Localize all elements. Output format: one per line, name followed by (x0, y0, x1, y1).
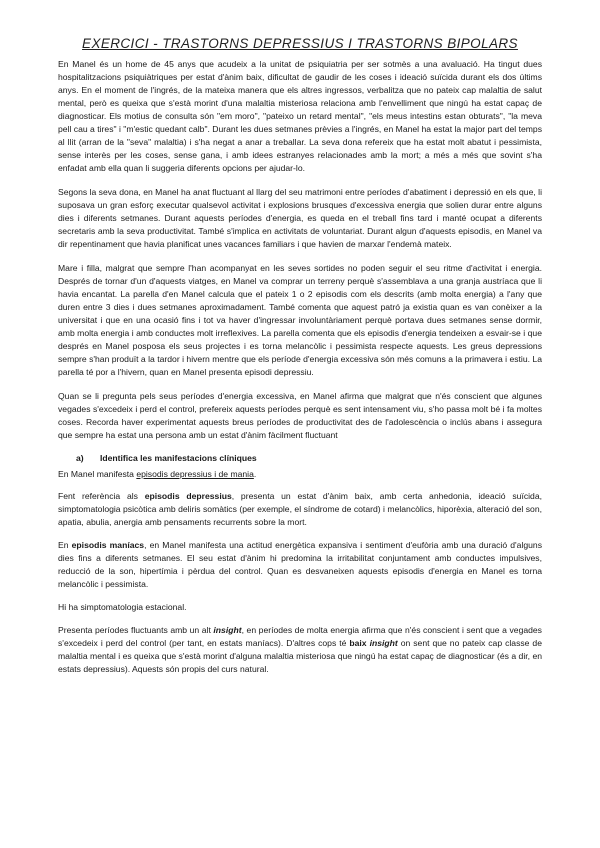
answer-insight (58, 624, 542, 676)
answer-depressive-pre: Fent referència als (58, 491, 145, 501)
section-a-heading (58, 452, 542, 465)
answer-seasonal: Hi ha simptomatologia estacional. (58, 602, 187, 612)
section-a-heading-text: Identifica les manifestacions clíniques (100, 453, 257, 463)
answer-manic-bold: episodis maníacs (71, 540, 145, 550)
answer-insight-3: on sent que no pateix cap classe de malaltia mental i es queixa que s'està morint d'alguna malaltia misteriosa que ningú ha estat capaç de diagnosticar (és a dir, en estats depressius). Aquests són propis del curs natural. (58, 638, 542, 674)
answer-manic-text: , en Manel manifesta una actitud energètica expansiva i sentiment d'eufòria amb una duració d'alguns dies fins a diferents setmanes. El seu estat d'ànim hi predomina la irritabilitat conjuntament amb conductes impulsives, reducció de la son, hipertímia i pèrdua del control. Quan es desvaneixen aquests episodis d'energia en Manel es torna melancòlic i pessimista. (58, 540, 542, 589)
document-page (58, 36, 542, 676)
answer-insight-1: Presenta períodes fluctuants amb un alt (58, 625, 214, 635)
case-paragraph-2: Segons la seva dona, en Manel ha anat fluctuant al llarg del seu matrimoni entre períodes d'abatiment i depressió en els que, li suposava un gran esforç executar qualsevol activitat i explosions brusques d'excessiva energia que solien durar entre alguns dies i diferents setmanes. Durant aquests períodes d'energia, es queda en el treball fins tard i manté ocupat a diferents secretaris amb la seva productivitat. També s'implica en activitats de voluntariat. Durant algun d'aquests episodis, en Manel va dir repentinament que havia planificat unes vacances familiars i que havien de marxar l'endemà mateix. (58, 187, 542, 249)
answer-intro (58, 468, 542, 481)
page-title: EXERCICI - TRASTORNS DEPRESSIUS I TRASTORNS BIPOLARS (82, 36, 518, 51)
answer-manic (58, 539, 542, 591)
case-paragraph-4: Quan se li pregunta pels seus períodes d'energia excessiva, en Manel afirma que malgrat que n'és conscient que algunes vegades s'excedeix i perd el control, prefereix aquests períodes perquè es sent intensament viu, s'ho passa molt bé i fa moltes coses. Recorda haver experimentat aquests breus períodes de productivitat des de l'adolescència o inclús abans i assegura que sempre ha estat una persona amb un estat d'ànim fàcilment fluctuant (58, 391, 542, 440)
answer-insight-2: , en períodes de molta energia afirma que n'és conscient i sent que a vegades s'excedeix i perd del control (per tant, en estats maníacs). D'altres cops té (58, 625, 542, 648)
case-paragraph-1: En Manel és un home de 45 anys que acudeix a la unitat de psiquiatria per ser sotmès a una avaluació. Ha tingut dues hospitalitzacions psiquiàtriques per estat d'ànim baix, dificultat de gaudir de les coses i ideació suïcida durant els dos últims anys. En el moment de l'ingrés, de la mateixa manera que els altres ingressos, verbalitza que no pateix cap malaltia de salut mental, però es queixa que s'està morint d'una malaltia misteriosa relaciona amb l'envelliment que ningú ha estat capaç de diagnosticar. Els motius de consulta són "em moro", "pateixo un retard mental", "els meus intestins estan obturats", "la meva pell cau a tires" i "m'estic quedant calb". Durant les dues setmanes prèvies a l'ingrés, en Manel ha estat la major part del temps al llit (arran de la "seva" malaltia) i s'ha negat a anar a treballar. La seva dona refereix que ha estat molt abatut i pessimista, sense interès per les coses, sense gana, i amb idees estranyes relacionades amb la mort; a més a més que sovint s'ha enfadat amb ella quan li suggeria diferents opcions per ajudar-lo. (58, 59, 542, 173)
case-paragraph-3: Mare i filla, malgrat que sempre l'han acompanyat en les seves sortides no poden seguir el seu ritme d'activitat i energia. Després de tornar d'un d'aquests viatges, en Manel va comprar un terreny perquè s'assemblava a una granja austríaca que li havia encantat. La parella d'en Manel calcula que el pateix 1 o 2 episodis com els descrits (amb molta energia) a l'any que duren entre 3 dies i dues setmanes aproximadament. També comenta que aquest patró ja existia quan es van conèixer a la universitat i que en una ocasió fins i tot va haver d'ingressar involuntàriament perquè portava dues setmanes sense dormir, amb molta energia i amb conductes molt irreflexives. La parella comenta que els episodis d'energia tendeixen a esvair-se i que després en Manel posposa els seus projectes i es torna melancòlic i pessimista respecte aquests. Les greus depressions sempre s'han produït a la tardor i hivern mentre que els període d'energia excessiva són més comuns a la primavera i estiu. La parella té por a l'hivern, quan en Manel presenta episodi depressiu. (58, 263, 542, 377)
answer-intro-underlined: episodis depressius i de mania (136, 469, 254, 479)
answer-depressive-text: , presenta un estat d'ànim baix, amb certa anhedonia, ideació suïcida, simptomatologia psicòtica amb deliris somàtics (per exemple, el síndrome de cotard) i melancòlics, hiporèxia, alteració del son, apatia, abulia, anergia amb pensaments recurrents sobre la mort. (58, 491, 542, 527)
answer-manic-pre: En (58, 540, 72, 550)
answer-insight-low-word: insight (369, 638, 398, 648)
answer-depressive (58, 490, 542, 529)
answer-depressive-bold: episodis depressius (144, 491, 232, 501)
section-a-label: a) (76, 453, 84, 463)
answer-intro-text: En Manel manifesta (58, 469, 137, 479)
answer-insight-high: insight (213, 625, 242, 635)
answer-insight-low: baix (349, 638, 370, 648)
answer-intro-end: . (253, 469, 257, 479)
